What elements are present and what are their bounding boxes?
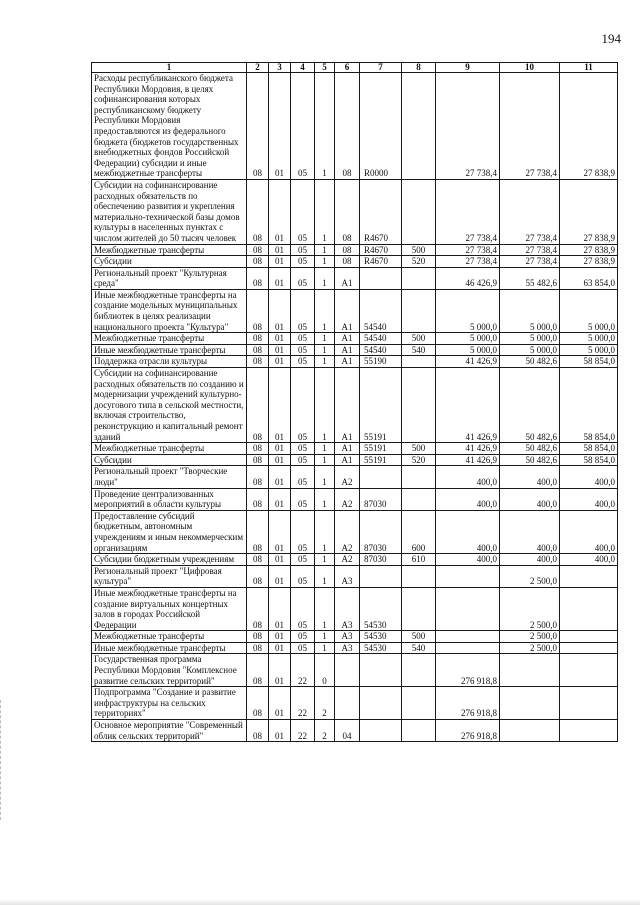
cell-chapter: 08	[247, 356, 269, 368]
cell-subsection: 05	[291, 179, 315, 244]
cell-subsection: 05	[291, 256, 315, 268]
cell-project: 08	[335, 244, 360, 256]
cell-subsection: 05	[291, 356, 315, 368]
cell-description: Основное мероприятие "Современный облик сельских территорий"	[92, 720, 247, 742]
cell-subsection: 05	[291, 554, 315, 566]
budget-table	[91, 62, 618, 742]
page-number: 194	[601, 31, 621, 46]
table-row	[92, 267, 618, 289]
cell-expense-type: 500	[402, 443, 436, 455]
cell-section: 01	[269, 720, 291, 742]
table-row	[92, 510, 618, 553]
cell-amount-year3: 27 838,9	[560, 256, 618, 268]
cell-amount-year3: 5 000,0	[560, 344, 618, 356]
cell-direction: 87030	[360, 488, 402, 510]
cell-description: Субсидии	[92, 256, 247, 268]
cell-subsection: 05	[291, 368, 315, 443]
cell-amount-year1: 276 918,8	[436, 654, 500, 687]
cell-description: Субсидии на софинансирование расходных обязательств по созданию и модернизации учреждений культурно-досугового типа в сельской местности, включая строительство, реконструкцию и капитальный ремонт зданий	[92, 368, 247, 443]
cell-amount-year1: 400,0	[436, 466, 500, 488]
cell-project: 08	[335, 256, 360, 268]
cell-project: 08	[335, 73, 360, 180]
column-header: 9	[436, 63, 500, 73]
column-header: 5	[315, 63, 335, 73]
cell-project: A2	[335, 510, 360, 553]
cell-subsection: 05	[291, 73, 315, 180]
cell-expense-type	[402, 267, 436, 289]
cell-amount-year2: 55 482,6	[500, 267, 560, 289]
cell-direction: R4670	[360, 244, 402, 256]
cell-chapter: 08	[247, 466, 269, 488]
cell-subsection: 05	[291, 289, 315, 332]
cell-section: 01	[269, 443, 291, 455]
cell-direction: R0000	[360, 73, 402, 180]
cell-program-part: 1	[315, 256, 335, 268]
cell-expense-type	[402, 368, 436, 443]
cell-section: 01	[269, 565, 291, 587]
cell-direction: 87030	[360, 510, 402, 553]
cell-direction: R4670	[360, 179, 402, 244]
cell-project: 08	[335, 179, 360, 244]
cell-section: 01	[269, 510, 291, 553]
cell-amount-year1: 5 000,0	[436, 344, 500, 356]
table-row	[92, 368, 618, 443]
cell-subsection: 22	[291, 720, 315, 742]
cell-amount-year2: 50 482,6	[500, 356, 560, 368]
cell-program-part: 1	[315, 443, 335, 455]
cell-description: Иные межбюджетные трансферты	[92, 642, 247, 654]
cell-description: Межбюджетные трансферты	[92, 333, 247, 345]
cell-chapter: 08	[247, 654, 269, 687]
table-row	[92, 587, 618, 630]
cell-direction: 55190	[360, 356, 402, 368]
cell-amount-year1: 41 426,9	[436, 368, 500, 443]
cell-expense-type	[402, 289, 436, 332]
cell-amount-year2	[500, 654, 560, 687]
cell-project: A3	[335, 587, 360, 630]
cell-direction	[360, 654, 402, 687]
cell-expense-type: 610	[402, 554, 436, 566]
cell-amount-year2: 2 500,0	[500, 565, 560, 587]
column-header: 8	[402, 63, 436, 73]
cell-amount-year3: 63 854,0	[560, 267, 618, 289]
cell-direction: 55191	[360, 454, 402, 466]
cell-description: Субсидии бюджетным учреждениям	[92, 554, 247, 566]
cell-direction: 55191	[360, 443, 402, 455]
cell-program-part: 1	[315, 289, 335, 332]
cell-chapter: 08	[247, 256, 269, 268]
cell-direction: 54540	[360, 333, 402, 345]
cell-amount-year1: 400,0	[436, 488, 500, 510]
table-row	[92, 554, 618, 566]
cell-amount-year2: 50 482,6	[500, 454, 560, 466]
cell-amount-year2: 27 738,4	[500, 73, 560, 180]
cell-program-part: 1	[315, 642, 335, 654]
cell-expense-type: 500	[402, 631, 436, 643]
cell-subsection: 05	[291, 466, 315, 488]
cell-chapter: 08	[247, 244, 269, 256]
cell-subsection: 05	[291, 333, 315, 345]
cell-amount-year1: 46 426,9	[436, 267, 500, 289]
cell-project	[335, 687, 360, 720]
cell-section: 01	[269, 654, 291, 687]
cell-program-part: 1	[315, 466, 335, 488]
table-row	[92, 344, 618, 356]
cell-section: 01	[269, 333, 291, 345]
cell-chapter: 08	[247, 488, 269, 510]
cell-chapter: 08	[247, 454, 269, 466]
cell-description: Иные межбюджетные трансферты	[92, 344, 247, 356]
cell-project: A2	[335, 554, 360, 566]
cell-project: A1	[335, 344, 360, 356]
cell-program-part: 1	[315, 356, 335, 368]
table-row	[92, 631, 618, 643]
cell-chapter: 08	[247, 565, 269, 587]
cell-direction: 55191	[360, 368, 402, 443]
cell-project: A3	[335, 565, 360, 587]
cell-expense-type	[402, 466, 436, 488]
cell-description: Предоставление субсидий бюджетным, автономным учреждениям и иным некоммерческим организациям	[92, 510, 247, 553]
table-row	[92, 333, 618, 345]
cell-description: Проведение централизованных мероприятий в области культуры	[92, 488, 247, 510]
cell-chapter: 08	[247, 267, 269, 289]
cell-amount-year1	[436, 565, 500, 587]
cell-project: A3	[335, 642, 360, 654]
cell-expense-type: 500	[402, 244, 436, 256]
cell-section: 01	[269, 488, 291, 510]
table-row	[92, 244, 618, 256]
cell-amount-year1	[436, 587, 500, 630]
cell-chapter: 08	[247, 554, 269, 566]
cell-section: 01	[269, 368, 291, 443]
column-header: 11	[560, 63, 618, 73]
cell-amount-year2: 400,0	[500, 488, 560, 510]
cell-subsection: 22	[291, 687, 315, 720]
cell-direction	[360, 267, 402, 289]
cell-description: Региональный проект "Цифровая культура"	[92, 565, 247, 587]
table-row	[92, 443, 618, 455]
cell-amount-year1	[436, 631, 500, 643]
cell-expense-type	[402, 720, 436, 742]
cell-description: Межбюджетные трансферты	[92, 443, 247, 455]
cell-subsection: 05	[291, 454, 315, 466]
cell-expense-type	[402, 687, 436, 720]
cell-description: Региональный проект "Творческие люди"	[92, 466, 247, 488]
cell-amount-year2: 50 482,6	[500, 443, 560, 455]
cell-subsection: 05	[291, 244, 315, 256]
table-row	[92, 73, 618, 180]
cell-amount-year1: 27 738,4	[436, 179, 500, 244]
cell-chapter: 08	[247, 179, 269, 244]
cell-amount-year3	[560, 631, 618, 643]
cell-program-part: 1	[315, 554, 335, 566]
table-row	[92, 687, 618, 720]
cell-subsection: 22	[291, 654, 315, 687]
cell-program-part: 1	[315, 368, 335, 443]
cell-amount-year2: 2 500,0	[500, 587, 560, 630]
cell-amount-year3: 27 838,9	[560, 244, 618, 256]
cell-subsection: 05	[291, 587, 315, 630]
cell-program-part: 1	[315, 631, 335, 643]
cell-direction	[360, 466, 402, 488]
cell-expense-type: 520	[402, 454, 436, 466]
cell-amount-year3	[560, 565, 618, 587]
cell-amount-year1: 27 738,4	[436, 256, 500, 268]
cell-amount-year1: 27 738,4	[436, 73, 500, 180]
cell-project: A1	[335, 454, 360, 466]
cell-amount-year3: 58 854,0	[560, 454, 618, 466]
cell-amount-year1: 276 918,8	[436, 687, 500, 720]
cell-section: 01	[269, 356, 291, 368]
cell-section: 01	[269, 642, 291, 654]
cell-program-part: 1	[315, 587, 335, 630]
cell-chapter: 08	[247, 344, 269, 356]
cell-amount-year3: 400,0	[560, 488, 618, 510]
column-header: 3	[269, 63, 291, 73]
cell-chapter: 08	[247, 720, 269, 742]
cell-amount-year2: 400,0	[500, 510, 560, 553]
cell-subsection: 05	[291, 488, 315, 510]
cell-chapter: 08	[247, 510, 269, 553]
cell-description: Иные межбюджетные трансферты на создание виртуальных концертных залов в городах Российской Федерации	[92, 587, 247, 630]
cell-amount-year2: 400,0	[500, 466, 560, 488]
cell-program-part: 1	[315, 73, 335, 180]
table-header-row	[92, 63, 618, 73]
cell-description: Межбюджетные трансферты	[92, 631, 247, 643]
cell-section: 01	[269, 454, 291, 466]
cell-chapter: 08	[247, 687, 269, 720]
cell-description: Поддержка отрасли культуры	[92, 356, 247, 368]
cell-section: 01	[269, 587, 291, 630]
cell-direction: 54540	[360, 344, 402, 356]
cell-project: A3	[335, 631, 360, 643]
cell-expense-type: 500	[402, 333, 436, 345]
cell-section: 01	[269, 179, 291, 244]
cell-amount-year1: 41 426,9	[436, 356, 500, 368]
cell-amount-year3: 58 854,0	[560, 368, 618, 443]
cell-subsection: 05	[291, 267, 315, 289]
cell-description: Подпрограмма "Создание и развитие инфраструктуры на сельских территориях"	[92, 687, 247, 720]
cell-program-part: 1	[315, 344, 335, 356]
cell-chapter: 08	[247, 289, 269, 332]
cell-subsection: 05	[291, 642, 315, 654]
cell-description: Межбюджетные трансферты	[92, 244, 247, 256]
cell-amount-year3	[560, 687, 618, 720]
cell-direction: 54530	[360, 642, 402, 654]
table-row	[92, 466, 618, 488]
cell-amount-year2: 27 738,4	[500, 179, 560, 244]
cell-program-part: 1	[315, 565, 335, 587]
cell-amount-year3: 58 854,0	[560, 443, 618, 455]
cell-program-part: 1	[315, 454, 335, 466]
cell-amount-year2: 5 000,0	[500, 289, 560, 332]
cell-direction	[360, 687, 402, 720]
cell-amount-year2	[500, 687, 560, 720]
cell-expense-type: 600	[402, 510, 436, 553]
table-row	[92, 454, 618, 466]
cell-section: 01	[269, 631, 291, 643]
table-row	[92, 289, 618, 332]
cell-section: 01	[269, 466, 291, 488]
cell-amount-year1: 41 426,9	[436, 454, 500, 466]
table-row	[92, 179, 618, 244]
cell-subsection: 05	[291, 565, 315, 587]
cell-direction	[360, 565, 402, 587]
cell-section: 01	[269, 554, 291, 566]
cell-expense-type	[402, 654, 436, 687]
cell-section: 01	[269, 289, 291, 332]
cell-amount-year2: 50 482,6	[500, 368, 560, 443]
cell-expense-type: 540	[402, 642, 436, 654]
table-row	[92, 356, 618, 368]
cell-project: A2	[335, 466, 360, 488]
cell-subsection: 05	[291, 510, 315, 553]
cell-amount-year2: 5 000,0	[500, 344, 560, 356]
cell-chapter: 08	[247, 642, 269, 654]
cell-section: 01	[269, 687, 291, 720]
cell-expense-type: 520	[402, 256, 436, 268]
cell-amount-year1: 276 918,8	[436, 720, 500, 742]
cell-description: Субсидии на софинансирование расходных обязательств по обеспечению развития и укрепления материально-технической базы домов культуры в населенных пунктах с числом жителей до 50 тысяч человек	[92, 179, 247, 244]
cell-project: 04	[335, 720, 360, 742]
cell-amount-year1: 5 000,0	[436, 333, 500, 345]
cell-program-part: 1	[315, 267, 335, 289]
cell-project: A1	[335, 368, 360, 443]
cell-description: Субсидии	[92, 454, 247, 466]
cell-amount-year2: 2 500,0	[500, 631, 560, 643]
cell-program-part: 1	[315, 333, 335, 345]
cell-section: 01	[269, 267, 291, 289]
scan-edge-mark	[0, 700, 4, 820]
cell-expense-type	[402, 488, 436, 510]
cell-program-part: 0	[315, 654, 335, 687]
cell-description: Государственная программа Республики Мордовия "Комплексное развитие сельских территорий"	[92, 654, 247, 687]
cell-amount-year3	[560, 720, 618, 742]
cell-description: Региональный проект "Культурная среда"	[92, 267, 247, 289]
cell-subsection: 05	[291, 631, 315, 643]
cell-amount-year1: 400,0	[436, 554, 500, 566]
cell-chapter: 08	[247, 587, 269, 630]
cell-expense-type	[402, 356, 436, 368]
cell-project: A1	[335, 443, 360, 455]
cell-amount-year3	[560, 587, 618, 630]
cell-amount-year2: 2 500,0	[500, 642, 560, 654]
cell-direction: R4670	[360, 256, 402, 268]
cell-amount-year3: 5 000,0	[560, 333, 618, 345]
cell-amount-year1: 400,0	[436, 510, 500, 553]
cell-project	[335, 654, 360, 687]
cell-amount-year3	[560, 642, 618, 654]
cell-chapter: 08	[247, 443, 269, 455]
column-header: 1	[92, 63, 247, 73]
cell-program-part: 1	[315, 510, 335, 553]
cell-amount-year1: 27 738,4	[436, 244, 500, 256]
column-header: 10	[500, 63, 560, 73]
cell-amount-year3: 27 838,9	[560, 73, 618, 180]
cell-amount-year3: 5 000,0	[560, 289, 618, 332]
cell-description: Иные межбюджетные трансферты на создание модельных муниципальных библиотек в целях реализации национального проекта "Культура"	[92, 289, 247, 332]
cell-direction: 54530	[360, 587, 402, 630]
table-row	[92, 256, 618, 268]
cell-amount-year2: 5 000,0	[500, 333, 560, 345]
cell-section: 01	[269, 256, 291, 268]
cell-amount-year3: 400,0	[560, 510, 618, 553]
cell-chapter: 08	[247, 333, 269, 345]
cell-expense-type: 540	[402, 344, 436, 356]
cell-subsection: 05	[291, 344, 315, 356]
table-row	[92, 654, 618, 687]
cell-description: Расходы республиканского бюджета Республики Мордовия, в целях софинансирования которых республиканскому бюджету Республики Мордовия предоставляются из федерального бюджета (бюджетов государственных внебюджетных фондов Российской Федерации) субсидии и иные межбюджетные трансферты	[92, 73, 247, 180]
cell-amount-year2: 27 738,4	[500, 256, 560, 268]
cell-direction: 54540	[360, 289, 402, 332]
cell-chapter: 08	[247, 368, 269, 443]
column-header: 4	[291, 63, 315, 73]
cell-project: A2	[335, 488, 360, 510]
column-header: 6	[335, 63, 360, 73]
cell-direction: 87030	[360, 554, 402, 566]
cell-expense-type	[402, 179, 436, 244]
cell-amount-year1: 5 000,0	[436, 289, 500, 332]
cell-subsection: 05	[291, 443, 315, 455]
cell-expense-type	[402, 587, 436, 630]
column-header: 2	[247, 63, 269, 73]
cell-amount-year2: 400,0	[500, 554, 560, 566]
table-row	[92, 488, 618, 510]
cell-expense-type	[402, 565, 436, 587]
cell-direction: 54530	[360, 631, 402, 643]
scan-bottom-edge	[0, 899, 640, 905]
cell-amount-year3: 400,0	[560, 466, 618, 488]
cell-amount-year3	[560, 654, 618, 687]
cell-program-part: 1	[315, 244, 335, 256]
cell-amount-year3: 58 854,0	[560, 356, 618, 368]
cell-program-part: 2	[315, 720, 335, 742]
cell-expense-type	[402, 73, 436, 180]
cell-amount-year3: 27 838,9	[560, 179, 618, 244]
cell-chapter: 08	[247, 631, 269, 643]
cell-direction	[360, 720, 402, 742]
cell-program-part: 1	[315, 179, 335, 244]
cell-amount-year1	[436, 642, 500, 654]
cell-amount-year2: 27 738,4	[500, 244, 560, 256]
cell-project: A1	[335, 356, 360, 368]
cell-program-part: 1	[315, 488, 335, 510]
cell-amount-year3: 400,0	[560, 554, 618, 566]
cell-amount-year2	[500, 720, 560, 742]
table-row	[92, 720, 618, 742]
table-row	[92, 642, 618, 654]
cell-section: 01	[269, 344, 291, 356]
cell-project: A1	[335, 267, 360, 289]
cell-chapter: 08	[247, 73, 269, 180]
cell-project: A1	[335, 333, 360, 345]
cell-section: 01	[269, 73, 291, 180]
cell-program-part: 2	[315, 687, 335, 720]
column-header: 7	[360, 63, 402, 73]
cell-amount-year1: 41 426,9	[436, 443, 500, 455]
cell-project: A1	[335, 289, 360, 332]
table-row	[92, 565, 618, 587]
cell-section: 01	[269, 244, 291, 256]
